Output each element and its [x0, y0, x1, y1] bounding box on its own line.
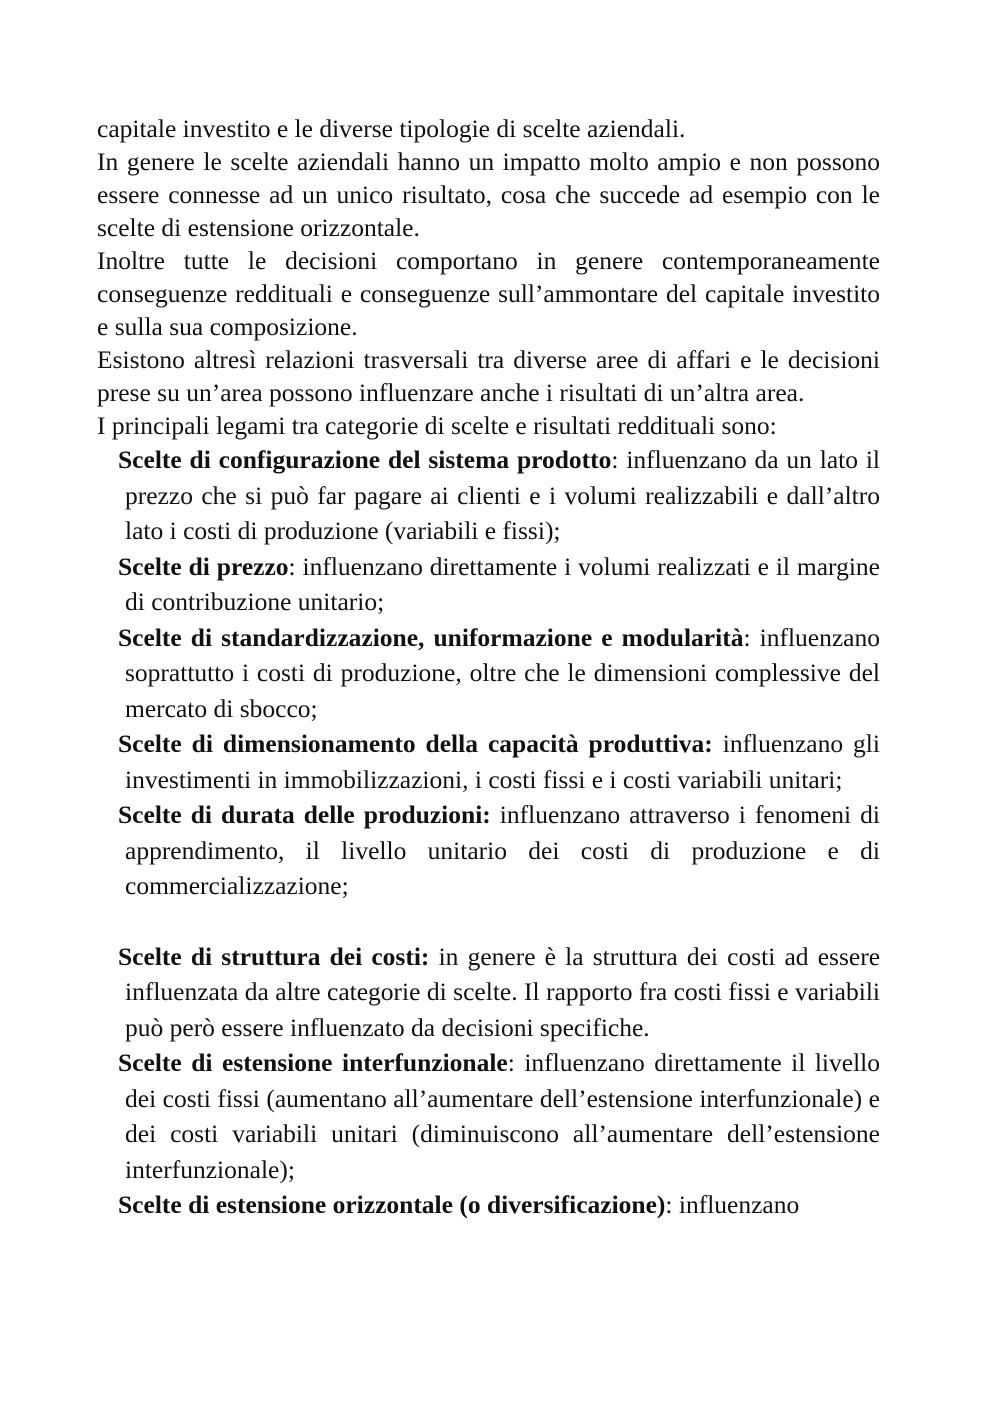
choice-title: Scelte di standardizzazione, uniformazione e modularità — [118, 622, 744, 652]
choice-title: Scelte di estensione interfunzionale — [118, 1048, 508, 1077]
list-item — [97, 726, 880, 797]
choice-text: : influenzano soprattutto i costi di produzione, oltre che le dimensioni complessive del mercato di sbocco; — [125, 622, 880, 723]
choice-text: : influenzano direttamente il livello dei costi fissi (aumentano all’aumentare dell’estensione interfunzionale) e dei costi variabili unitari (diminuiscono all’aumentare dell’estensione interfunzionale); — [125, 1048, 881, 1184]
paragraph-decisioni-conseguenze: Inoltre tutte le decisioni comportano in genere contemporaneamente conseguenze reddituali e conseguenze sull’ammontare del capitale investito e sulla sua composizione. — [97, 246, 880, 341]
choice-text: : influenzano direttamente i volumi realizzati e il margine di contribuzione unitario; — [125, 551, 880, 616]
list-item — [97, 1187, 880, 1223]
document-page — [97, 112, 880, 1223]
choice-title: Scelte di prezzo — [118, 551, 289, 581]
choice-title: Scelte di struttura dei costi: — [118, 941, 430, 971]
choice-title: Scelte di configurazione del sistema prodotto — [118, 445, 612, 474]
paragraph-capitale-investito: capitale investito e le diverse tipologie di scelte aziendali. — [97, 114, 686, 143]
list-item — [97, 1045, 880, 1187]
choice-text: : influenzano da un lato il prezzo che si può far pagare ai clienti e i volumi realizzabili e dall’altro lato i costi di produzione (variabili e fissi); — [125, 445, 880, 545]
choice-text: in genere è la struttura dei costi ad essere influenzata da altre categorie di scelte. Il rapporto fra costi fissi e variabili può però essere influenzato da decisioni specifiche. — [125, 941, 881, 1042]
paragraph-principali-legami: I principali legami tra categorie di scelte e risultati reddituali sono: — [97, 411, 777, 440]
paragraph-impatto-scelte: In genere le scelte aziendali hanno un impatto molto ampio e non possono essere connesse ad un unico risultato, cosa che succede ad esempio con le scelte di estensione orizzontale. — [97, 147, 880, 242]
list-item — [97, 797, 880, 904]
paragraph-relazioni-trasversali: Esistono altresì relazioni trasversali tra diverse aree di affari e le decisioni prese su un’area possono influenzare anche i risultati di un’altra area. — [97, 345, 880, 407]
choice-title: Scelte di durata delle produzioni: — [118, 800, 491, 829]
choice-text: : influenzano — [665, 1190, 800, 1219]
choice-title: Scelte di dimensionamento della capacità produttiva: — [118, 729, 713, 758]
choice-text: influenzano gli investimenti in immobilizzazioni, i costi fissi e i costi variabili unitari; — [125, 729, 880, 794]
list-item — [97, 442, 880, 549]
choices-list — [97, 442, 880, 1223]
choice-text: influenzano attraverso i fenomeni di apprendimento, il livello unitario dei costi di produzione e di commercializzazione; — [125, 800, 880, 900]
choice-title: Scelte di estensione orizzontale (o diversificazione) — [118, 1190, 666, 1219]
list-item — [97, 549, 880, 620]
list-item — [97, 620, 880, 727]
list-item — [97, 939, 880, 1046]
